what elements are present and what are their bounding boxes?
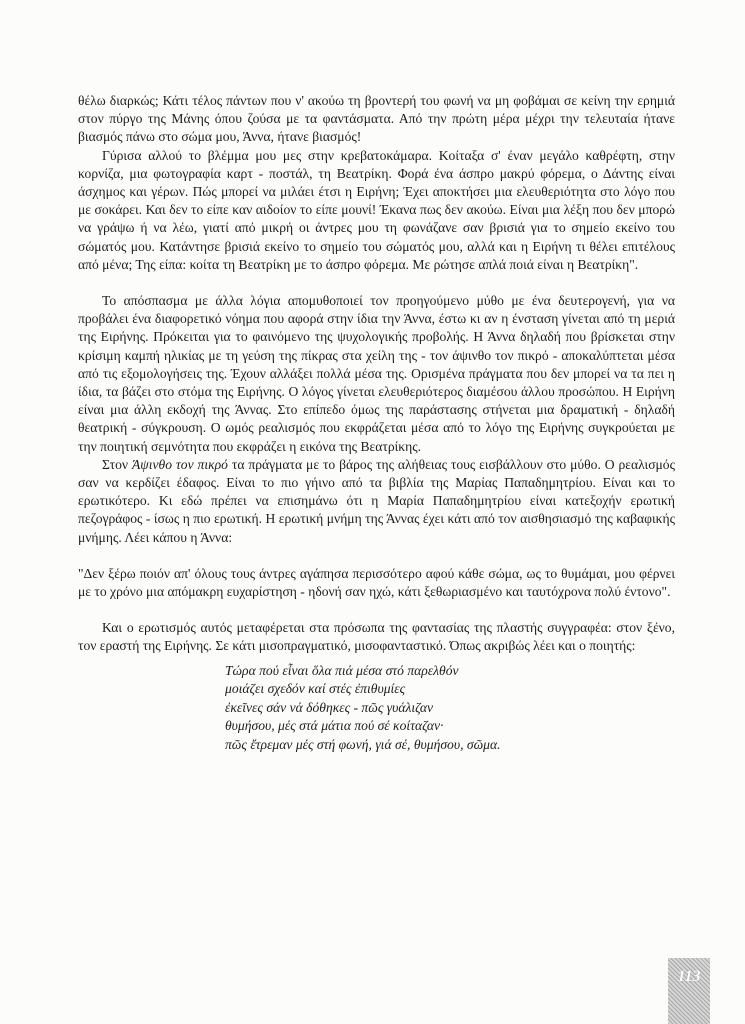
paragraph-3: Το απόσπασμα με άλλα λόγια απομυθοποιεί τον προηγούμενο μύθο με ένα δευτερογενή, για να προβάλει ένα διαφορετικό νόημα που αφορά στην ίδια την Άννα, έστω κι αν η ένσταση γίνεται από τη μεριά της Ειρήνης. Πρόκειται για το φαινόμενο της ψυχολογικής προβολής. Η Άννα δηλαδή που βρίσκεται στην κρίσιμη καμπή ηλικίας με τη γεύση της πίκρας στα χείλη της - τον άψινθο τον πικρό - αποκαλύπτεται μέσα από τις εξομολογήσεις της. Έχουν αλλάξει πολλά μέσα της. Ορισμένα πράγματα που δεν μπορεί να τα πει η ίδια, τα βάζει στο στόμα της Ειρήνης. Ο λόγος γίνεται ελευθεριότερος διαμέσου άλλου προσώπου. Η Ειρήνη είναι μια άλλη εκδοχή της Άννας. Στο επίπεδο όμως της παράστασης στήνεται μια δραματική - δηλαδή θεατρική - σύγκρουση. Ο ωμός ρεαλισμός που εκφράζεται μέσα από το λόγο της Ειρήνης συγκρούεται με την ποιητική σεμνότητα που εκφράζει η εικόνα της Βεατρίκης. xyxy=(78,293,675,454)
paragraph-2: Γύρισα αλλού το βλέμμα μου μες στην κρεβατοκάμαρα. Κοίταξα σ' έναν μεγάλο καθρέφτη, στην κορνίζα, μια φωτογραφία καρτ - ποστάλ, τη Βεατρίκη. Φορά ένα άσπρο μακρύ φόρεμα, ο Δάντης είναι άσχημος και γέρων. Πώς μπορεί να μιλάει έτσι η Ειρήνη; Έχει αποκτήσει μια ελευθεριότητα στο λόγο που με σοκάρει. Και δεν το είπε καν αιδοίον το είπε μουνί! Έκανα πως δεν ακούω. Είναι μια λέξη που δεν μπορώ να γράψω ή να λέω, γιατί από μικρή οι άντρες μου τη φωνάζανε σαν βρισιά για το σημείο εκείνο του σώματός μου. Κατάντησε βρισιά εκείνο το σημείο του σώματός μου, αλλά και η Ειρήνη τι θέλει επιτέλους από μένα; Της είπα: κοίτα τη Βεατρίκη με το άσπρο φόρεμα. Με ρώτησε απλά ποιά είναι η Βεατρίκη". xyxy=(78,147,675,272)
poem-line: πῶς ἔτρεμαν μές στή φωνή, γιά σέ, θυμήσου, σῶμα. xyxy=(225,737,501,753)
book-title-italic: Άψινθο τον πικρό xyxy=(131,456,228,472)
paragraph-gap xyxy=(78,274,675,292)
paragraph-1: θέλω διαρκώς; Κάτι τέλος πάντων που ν' ακούω τη βροντερή του φωνή να μη φοβάμαι σε κείνη την ερημιά στον πύργο της Μάνης όπου ζούσα με τα φαντάσματα. Από την πρώτη μέρα μέχρι την τελευταία ήτανε βιασμός πάνω στο σώμα μου, Άννα, ήτανε βιασμός! xyxy=(78,93,675,145)
quoted-passage: "Δεν ξέρω ποιόν απ' όλους τους άντρες αγάπησα περισσότερο αφού κάθε σώμα, ως το θυμάμαι, μου φέρνει με το χρόνο μια απόμακρη ευχαρίστηση - ηδονή σαν ηχώ, κάτι ξεθωριασμένο και ταυτόχρονα πολύ έντονο". xyxy=(78,565,675,600)
paragraph-5: Και ο ερωτισμός αυτός μεταφέρεται στα πρόσωπα της φαντασίας της πλαστής συγγραφέα: στον ξένο, τον εραστή της Ειρήνης. Σε κάτι μισοπραγματικό, μισοφανταστικό. Όπως ακριβώς λέει και ο ποιητής: xyxy=(78,620,675,654)
paragraph-gap xyxy=(78,547,675,565)
body-text xyxy=(78,92,675,755)
poem-line: μοιάζει σχεδόν καί στές ἐπιθυμίες xyxy=(225,681,406,697)
poem-excerpt xyxy=(225,662,675,755)
poem-line: Τώρα πού εἶναι ὅλα πιά μέσα στό παρελθόν xyxy=(225,662,459,678)
poem-line: θυμήσου, μές στά μάτια πού σέ κοίταζαν· xyxy=(225,718,444,734)
paragraph-4-prefix: Στον xyxy=(102,456,132,472)
paragraph-4-rest: τα πράγματα με το βάρος της αλήθειας τους εισβάλλουν στο μύθο. Ο ρεαλισμός σαν να κερδίζει έδαφος. Είναι το πιο γήινο από τα βιβλία της Μαρίας Παπαδημητρίου. Είναι και το ερωτικότερο. Κι εδώ πρέπει να επισημάνω ότι η Μαρία Παπαδημητρίου είναι κατεξοχήν ερωτική πεζογράφος - ίσως η πιο ερωτική. Η ερωτική μνήμη της Άννας έχει κάτι από τον αισθησιασμό της καβαφικής μνήμης. Λέει κάπου η Άννα: xyxy=(78,456,675,545)
page-number: 113 xyxy=(677,968,701,985)
poem-line: ἐκεῖνες σάν νά δόθηκες - πῶς γυάλιζαν xyxy=(225,699,434,715)
paragraph-4 xyxy=(78,456,675,547)
page-number-tab xyxy=(668,958,710,1024)
paragraph-gap xyxy=(78,601,675,619)
